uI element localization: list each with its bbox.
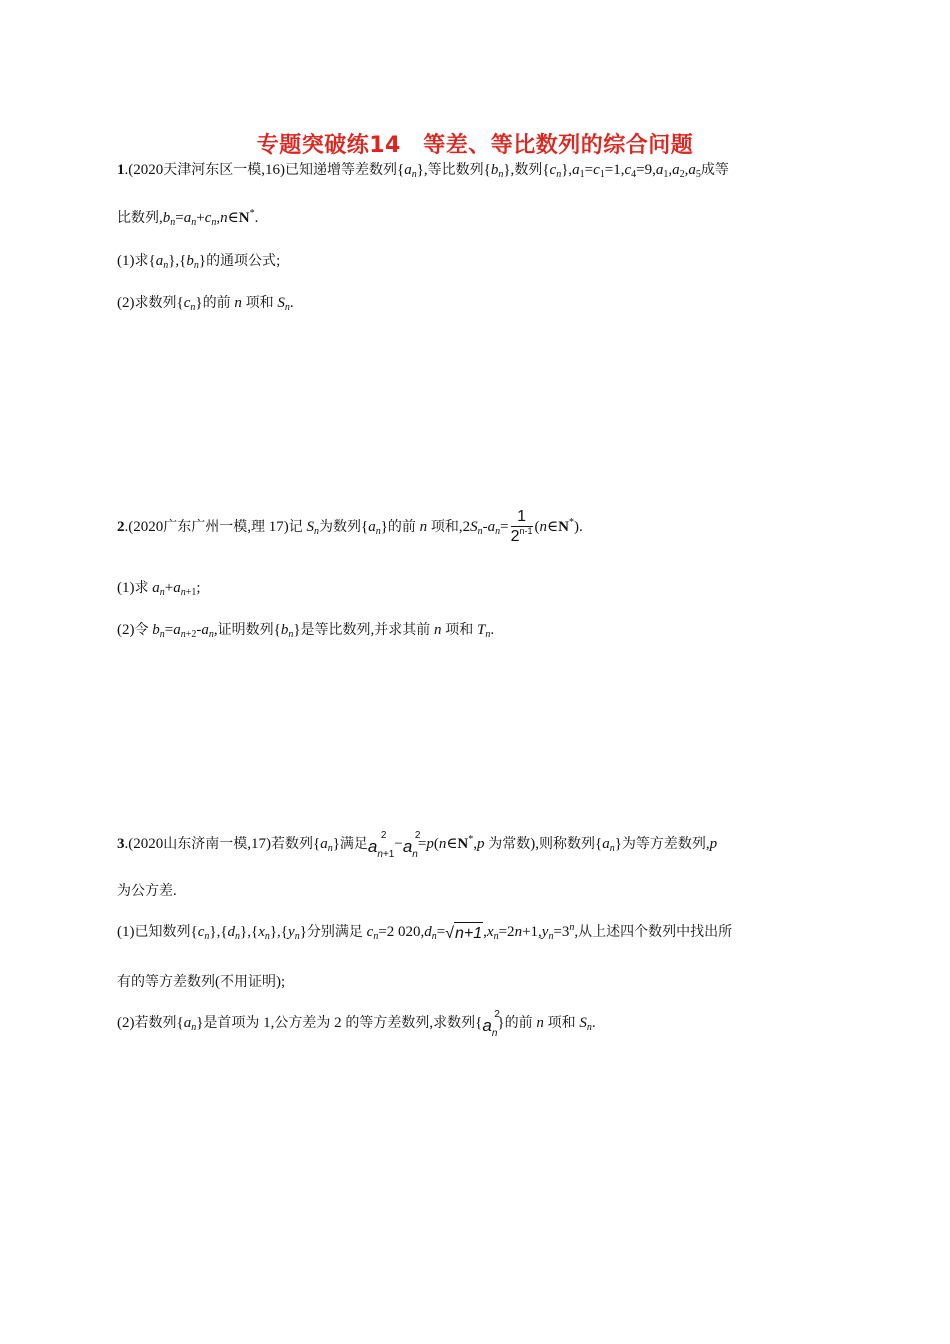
problem-3-number: 3 [117, 836, 125, 852]
problem-3-stem-line2: 为公方差. [117, 883, 177, 899]
a-squared-n-plus-1: a 2 $_{n+1}$ [367, 830, 395, 860]
problem-2-number: 2 [117, 519, 125, 535]
a-squared-n: a 2 $_n$ [402, 830, 421, 860]
problem-3-part-1-line2: 有的等方差数列(不用证明); [117, 974, 286, 990]
problem-3-stem-line1: 3.(2020山东济南一模,17)若数列$\{a_n\}$满足a 2 $_{n+1}$−a 2 $_n$=p(n∈N*,p 为常数),则称数列$\{a_n\}$为等方差数列,p [117, 833, 717, 866]
problem-1-stem-line1: 1.(2020天津河东区一模,16)已知递增等差数列$\{a_n\}$,等比数列$\{b_n\}$,数列$\{c_n\},a_1=c_1=1,c_4=9,a_1,a_2,a_5$成等 [117, 162, 729, 180]
problem-1-stem-line2: 比数列$,b_n=a_n+c_n,n\in N^*$. [117, 208, 259, 228]
fraction-exponent: n-1 [519, 526, 533, 537]
problem-1-part-1: (1)求$\{a_n\},\{b_n\}$的通项公式; [117, 253, 281, 271]
problem-1-part-2: (2)求数列$\{c_n\}$的前 n 项和 $S_n$. [117, 295, 294, 313]
page-title: 专题突破练14 等差、等比数列的综合问题 [256, 133, 694, 158]
problem-1-source: (2020天津河东区一模,16) [128, 162, 285, 178]
square-root: √n+1 [445, 922, 483, 945]
problem-2-part-2: (2)令 $b_n=a_{n+2}-a_n$,证明数列$\{b_n\}$是等比数列,并求其前 n 项和 $T_n$. [117, 622, 495, 640]
problem-2-source: (2020广东广州一模,理 17) [128, 519, 289, 535]
fraction-denominator: 2$^{n-1}$ [510, 526, 533, 546]
a-squared-n-term: a 2 $_n$ [482, 1009, 500, 1039]
problem-1-number: 1 [117, 162, 125, 178]
problem-3-part-1-line1: (1)已知数列$\{c_n\},\{d_n\},\{x_n\},\{y_n\}$分别满足 $c_n=2$ $020,d_n=√n+1,x_n=2n+1,y_n=3^n$,从上述四个数列中找出所 [117, 921, 732, 945]
problem-3-part-2: (2)若数列$\{a_n\}$是首项为 1,公方差为 2 的等方差数列,求数列{a 2 $_n$}的前 n 项和 $S_n$. [117, 1012, 596, 1045]
problem-2-stem: 2.(2020广东广州一模,理 17)记 $S_n$为数列$\{a_n\}$的前 n 项和$,2S_n-a_n=$ $\frac{1}{2^{n-1}}$ (n∈N*). [117, 508, 583, 546]
problem-3-source: (2020山东济南一模,17) [128, 836, 271, 852]
fraction-numerator: 1 [511, 508, 533, 527]
problem-2-part-1: (1)求 $a_n+a_{n+1}$; [117, 580, 201, 598]
fraction [511, 508, 533, 547]
